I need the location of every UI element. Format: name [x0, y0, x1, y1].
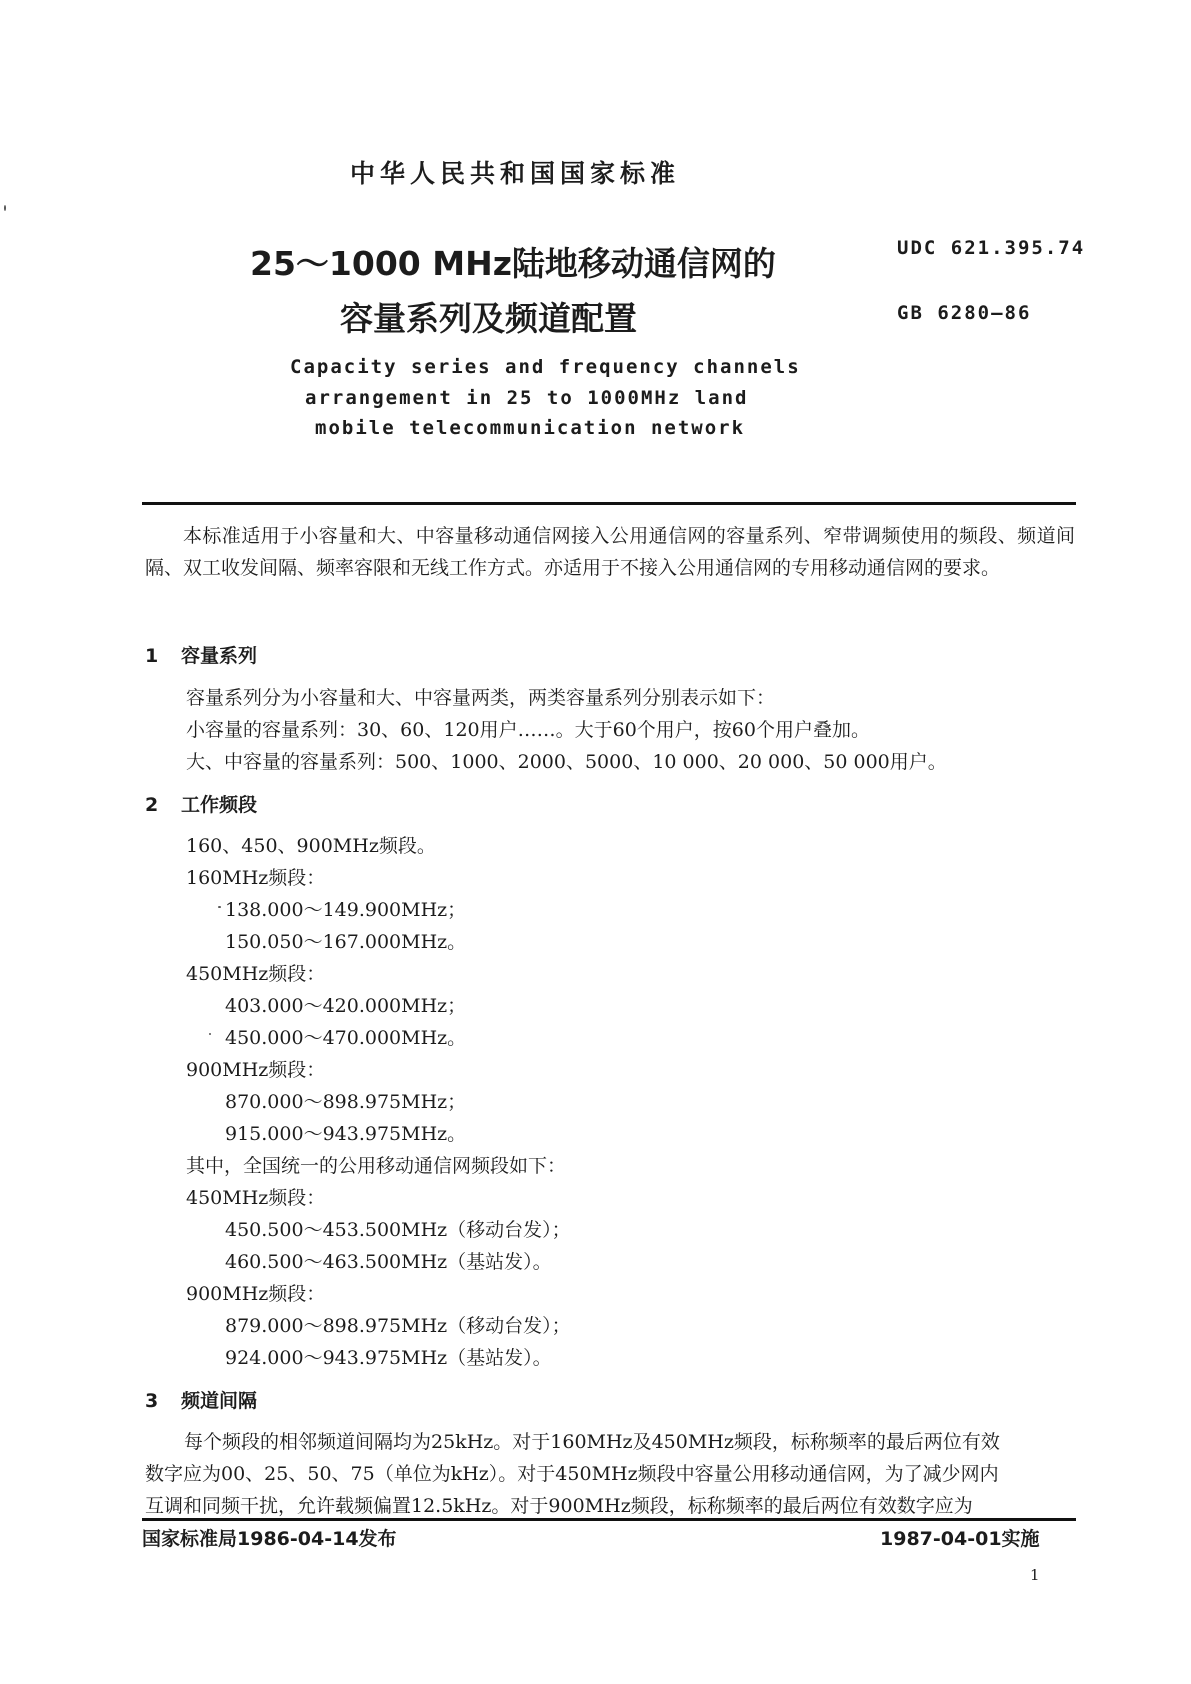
section-3-heading — [145, 1386, 257, 1413]
public-900-range: 924.000～943.975MHz（基站发）。 — [225, 1347, 552, 1369]
english-title-line-1: Capacity series and frequency channels — [290, 356, 801, 378]
section-1-line: 大、中容量的容量系列：500、1000、2000、5000、10 000、20 000、50 000用户。 — [186, 751, 947, 773]
band-450-label: 450MHz频段： — [186, 963, 326, 985]
band-450-range: 403.000～420.000MHz； — [225, 995, 467, 1017]
section-2-title: 工作频段 — [181, 794, 258, 816]
section-1-number: 1 — [145, 645, 159, 667]
section-1-title: 容量系列 — [181, 645, 258, 667]
footer-rule — [142, 1518, 1076, 1521]
section-2-heading — [145, 790, 257, 817]
scan-speck — [218, 906, 221, 908]
band-160-range: 138.000～149.900MHz； — [225, 899, 467, 921]
section-3-line: 每个频段的相邻频道间隔均为25kHz。对于160MHz及450MHz频段，标称频率的最后两位有效 — [184, 1431, 1000, 1453]
gb-number: GB 6280—86 — [897, 302, 1032, 324]
udc-code: UDC 621.395.74 — [897, 237, 1086, 259]
section-3-number: 3 — [145, 1390, 159, 1412]
section-1-heading — [145, 641, 257, 668]
band-450-range: 450.000～470.000MHz。 — [225, 1027, 467, 1049]
public-900-label: 900MHz频段： — [186, 1283, 326, 1305]
public-network-intro: 其中，全国统一的公用移动通信网频段如下： — [186, 1155, 567, 1177]
band-160-range: 150.050～167.000MHz。 — [225, 931, 467, 953]
intro-paragraph: 本标准适用于小容量和大、中容量移动通信网接入公用通信网的容量系列、窄带调频使用的频段、频道间隔、双工收发间隔、频率容限和无线工作方式。亦适用于不接入公用通信网的专用移动通信网的要求。 — [145, 525, 1075, 579]
public-900-range: 879.000～898.975MHz（移动台发）； — [225, 1315, 571, 1337]
band-900-range: 915.000～943.975MHz。 — [225, 1123, 467, 1145]
section-3-line: 数字应为00、25、50、75（单位为kHz）。对于450MHz频段中容量公用移动通信网，为了减少网内 — [145, 1463, 999, 1485]
header-rule — [142, 502, 1076, 505]
section-3-title: 频道间隔 — [181, 1390, 258, 1412]
english-title-line-3: mobile telecommunication network — [315, 417, 746, 439]
scan-speck — [209, 1033, 211, 1035]
public-450-range: 460.500～463.500MHz（基站发）。 — [225, 1251, 552, 1273]
page-number: 1 — [1030, 1566, 1040, 1584]
title-line-2: 容量系列及频道配置 — [340, 299, 637, 338]
public-450-label: 450MHz频段： — [186, 1187, 326, 1209]
band-160-label: 160MHz频段： — [186, 867, 326, 889]
band-900-range: 870.000～898.975MHz； — [225, 1091, 467, 1113]
issue-date: 国家标准局1986-04-14发布 — [142, 1528, 397, 1550]
section-3-line: 互调和同频干扰，允许载频偏置12.5kHz。对于900MHz频段，标称频率的最后两位有效数字应为 — [145, 1495, 973, 1517]
english-title-line-2: arrangement in 25 to 1000MHz land — [305, 387, 749, 409]
bands-intro: 160、450、900MHz频段。 — [186, 835, 436, 857]
public-450-range: 450.500～453.500MHz（移动台发）； — [225, 1219, 571, 1241]
section-2-number: 2 — [145, 794, 159, 816]
section-1-line: 小容量的容量系列：30、60、120用户……。大于60个用户，按60个用户叠加。 — [186, 719, 870, 741]
band-900-label: 900MHz频段： — [186, 1059, 326, 1081]
title-line-1: 25～1000 MHz陆地移动通信网的 — [250, 244, 776, 283]
section-1-line: 容量系列分为小容量和大、中容量两类，两类容量系列分别表示如下： — [186, 687, 776, 709]
scan-speck — [4, 205, 6, 211]
effective-date: 1987-04-01实施 — [880, 1528, 1040, 1550]
standard-header: 中华人民共和国国家标准 — [350, 159, 681, 188]
